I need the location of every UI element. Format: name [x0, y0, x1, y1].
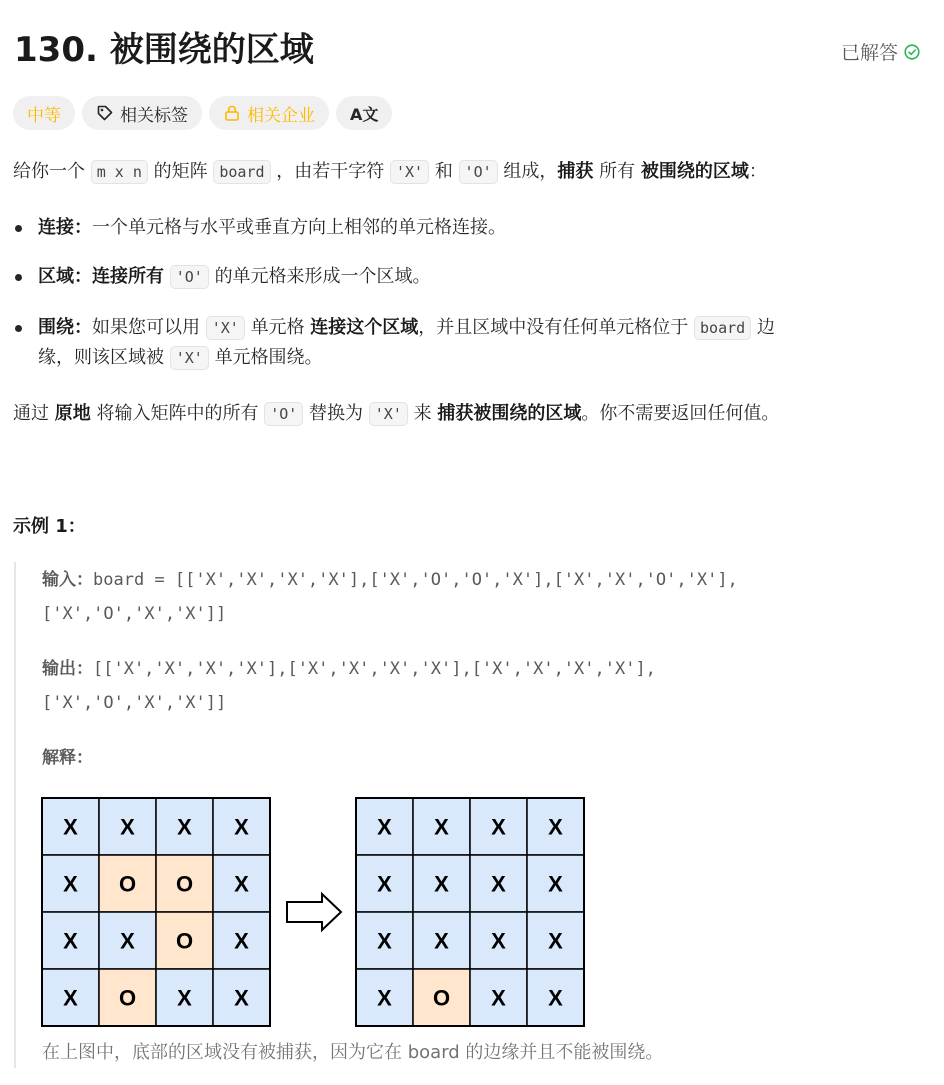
bold-in-place: 原地 — [54, 403, 91, 424]
code-board: board — [213, 160, 270, 184]
translate-icon: A文 — [350, 104, 379, 124]
grid-before — [42, 798, 270, 1026]
code-mxn: m x n — [91, 160, 148, 184]
intro-text-5: 组成， — [503, 161, 558, 182]
bullet-text: ，并且区域中没有任何单元格位于 — [418, 317, 689, 338]
output-label: 输出： — [42, 659, 93, 679]
outro-text: 替换为 — [309, 403, 364, 424]
bullet-dot — [15, 225, 22, 232]
after-cell-label-1-3: X — [548, 871, 563, 897]
outro-text: 将输入矩阵中的所有 — [96, 403, 259, 424]
after-cell-label-0-0: X — [377, 814, 392, 840]
bullet-text: 边 — [756, 317, 775, 338]
after-cell-label-0-2: X — [491, 814, 506, 840]
outro-text: 。你不需要返回任何值。 — [581, 403, 780, 424]
after-cell-label-2-0: X — [377, 928, 392, 954]
bullet-label: 区域： — [38, 266, 92, 287]
intro-text-2: 的矩阵 — [153, 161, 208, 182]
example-block — [14, 562, 916, 1068]
after-cell-label-2-1: X — [434, 928, 449, 954]
after-cell-label-1-2: X — [491, 871, 506, 897]
outro-text: 来 — [413, 403, 432, 424]
bullet-bold: 连接这个区域 — [310, 317, 419, 338]
bullet-dot — [15, 325, 22, 332]
bullet-text: 一个单元格与水平或垂直方向上相邻的单元格连接。 — [92, 217, 506, 238]
after-cell-label-2-3: X — [548, 928, 563, 954]
before-cell-label-1-3: X — [234, 871, 249, 897]
topic-tags-button[interactable] — [82, 96, 202, 130]
before-cell-label-3-0: X — [63, 985, 78, 1011]
code-o: 'O' — [459, 160, 498, 184]
before-cell-label-3-1: O — [118, 985, 137, 1011]
input-line-2: ['X','O','X','X']] — [42, 604, 227, 624]
solved-status — [841, 38, 920, 65]
figure-caption: 在上图中，底部的区域没有被捕获，因为它在 board 的边缘并且不能被围绕。 — [42, 1042, 664, 1063]
before-cell-label-2-0: X — [63, 928, 78, 954]
company-tags-label: 相关企业 — [247, 105, 315, 126]
bold-surrounded: 被围绕的区域 — [640, 161, 749, 182]
intro-paragraph — [13, 157, 767, 187]
code-o: 'O' — [264, 402, 303, 426]
after-cell-label-2-2: X — [491, 928, 506, 954]
bullet-label: 围绕： — [38, 317, 92, 338]
title-row — [14, 26, 920, 74]
code-x: 'X' — [369, 402, 408, 426]
bullet-dot — [15, 274, 22, 281]
code-board: board — [694, 316, 751, 340]
after-cell-label-3-0: X — [377, 985, 392, 1011]
difficulty-tag[interactable]: 中等 — [13, 96, 75, 130]
bullet-bold: 连接所有 — [92, 266, 164, 287]
bullet-text: 单元格 — [250, 317, 305, 338]
before-cell-label-2-2: O — [175, 928, 194, 954]
intro-text-7: ： — [748, 161, 767, 182]
example-title: 示例 1： — [13, 516, 86, 537]
solved-label: 已解答 — [840, 42, 898, 64]
bullet-label: 连接： — [38, 217, 92, 238]
bullet-text: 单元格围绕。 — [214, 347, 323, 368]
input-label: 输入： — [42, 570, 93, 590]
outro-text: 通过 — [13, 403, 49, 424]
before-cell-label-3-2: X — [177, 985, 192, 1011]
bullet-text: 的单元格来形成一个区域。 — [214, 266, 431, 287]
after-cell-label-0-1: X — [434, 814, 449, 840]
before-cell-label-1-2: O — [175, 871, 194, 897]
company-tags-button[interactable] — [209, 96, 329, 130]
input-line-1 — [42, 565, 738, 595]
lock-icon — [223, 104, 241, 122]
code-o: 'O' — [170, 265, 209, 289]
output-line-2: ['X','O','X','X']] — [42, 693, 227, 713]
after-cell-label-1-1: X — [434, 871, 449, 897]
after-cell-label-3-3: X — [548, 985, 563, 1011]
input-value-1: board = [['X','X','X','X'],['X','O','O','X'],['X','X','O','X'], — [93, 570, 738, 590]
tag-icon — [96, 104, 114, 122]
bullet-text: 如果您可以用 — [92, 317, 200, 338]
before-cell-label-0-1: X — [120, 814, 135, 840]
tag-bar — [13, 96, 392, 130]
explanation-label: 解释： — [42, 748, 93, 768]
outro-paragraph — [13, 399, 779, 429]
grid-after — [356, 798, 584, 1026]
before-cell-label-0-0: X — [63, 814, 78, 840]
after-cell-label-0-3: X — [548, 814, 563, 840]
intro-text-4: 和 — [434, 161, 453, 182]
intro-text-3: ，由若干字符 — [276, 161, 385, 182]
bullet-region — [13, 262, 431, 292]
arrow-icon — [287, 894, 341, 930]
bold-capture-region: 捕获被围绕的区域 — [437, 403, 582, 424]
intro-text-1: 给你一个 — [13, 161, 85, 182]
before-cell-label-3-3: X — [234, 985, 249, 1011]
code-x: 'X' — [170, 346, 209, 370]
before-cell-label-1-0: X — [63, 871, 78, 897]
bullet-text: 缘，则该区域被 — [38, 347, 164, 368]
after-cell-label-3-2: X — [491, 985, 506, 1011]
example-diagram — [40, 796, 600, 1036]
code-x: 'X' — [206, 316, 245, 340]
bullet-surround — [13, 313, 775, 373]
code-x: 'X' — [390, 160, 429, 184]
check-circle-icon — [904, 44, 920, 60]
bold-capture: 捕获 — [557, 161, 594, 182]
before-cell-label-0-3: X — [234, 814, 249, 840]
before-cell-label-2-1: X — [120, 928, 135, 954]
topic-tags-label: 相关标签 — [120, 105, 188, 126]
intro-text-6: 所有 — [599, 161, 636, 182]
bullet-connect — [13, 213, 506, 243]
before-cell-label-2-3: X — [234, 928, 249, 954]
after-cell-label-3-1: O — [432, 985, 451, 1011]
output-line-1 — [42, 654, 656, 684]
page-title: 130. 被围绕的区域 — [14, 30, 314, 70]
before-cell-label-1-1: O — [118, 871, 137, 897]
before-cell-label-0-2: X — [177, 814, 192, 840]
translate-button[interactable] — [336, 96, 392, 130]
output-value-1: [['X','X','X','X'],['X','X','X','X'],['X','X','X','X'], — [93, 659, 656, 679]
after-cell-label-1-0: X — [377, 871, 392, 897]
